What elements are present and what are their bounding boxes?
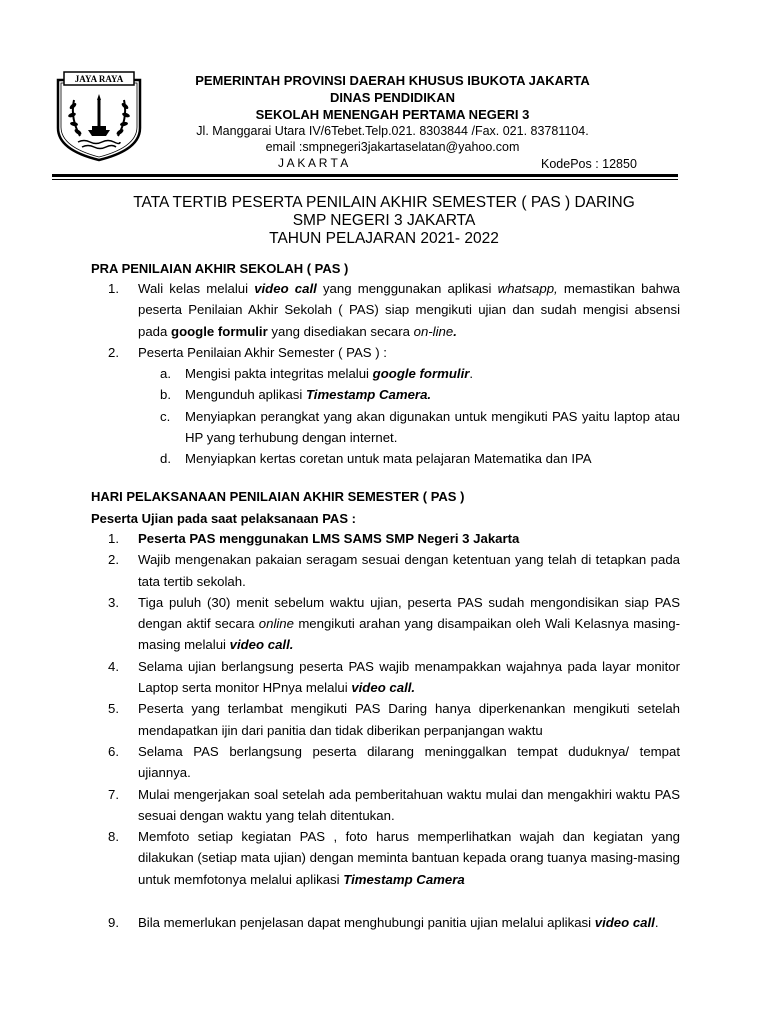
sublist-item: a. Mengisi pakta integritas melalui google formulir. <box>160 366 474 382</box>
letterhead-line3: SEKOLAH MENENGAH PERTAMA NEGERI 3 <box>255 107 530 122</box>
section2-heading: HARI PELAKSANAAN PENILAIAN AKHIR SEMESTER ( PAS ) <box>91 489 465 504</box>
sublist-item: d. Menyiapkan kertas coretan untuk mata pelajaran Matematika dan IPA <box>160 451 592 467</box>
letterhead-email: email :smpnegeri3jakartaselatan@yahoo.com <box>265 140 520 154</box>
list-item: 9. Bila memerlukan penjelasan dapat menghubungi panitia ujian melalui aplikasi video call. <box>108 915 659 931</box>
list-item: 2. Peserta Penilaian Akhir Semester ( PAS ) : a. Mengisi pakta integritas melalui google formulir. b. Mengunduh aplikasi Timestamp Camera. c. Menyiapkan perangkat yang akan digunakan untuk mengikuti PAS yaitu laptop atau HP yang terhubung dengan internet. d. Menyiapkan kertas coretan untuk mata pelajaran Matematika dan IPA <box>108 342 680 470</box>
letterhead-city: J A K A R T A <box>278 156 349 170</box>
list-item: 4. Selama ujian berlangsung peserta PAS wajib menampakkan wajahnya pada layar monitor Laptop serta monitor HPnya melalui video call. <box>108 658 680 696</box>
letterhead-line1: PEMERINTAH PROVINSI DAERAH KHUSUS IBUKOTA JAKARTA <box>195 73 590 88</box>
letterhead-address: Jl. Manggarai Utara IV/6Tebet.Telp.021. 8303844 /Fax. 021. 83781104. <box>196 124 589 138</box>
sublist-item: c. Menyiapkan perangkat yang akan digunakan untuk mengikuti PAS yaitu laptop atau HP yang terhubung dengan internet. <box>160 408 680 446</box>
letterhead-rule <box>52 174 678 177</box>
sublist-item: b. Mengunduh aplikasi Timestamp Camera. <box>160 387 432 403</box>
jaya-raya-logo <box>52 70 146 162</box>
section2-subheading: Peserta Ujian pada saat pelaksanaan PAS : <box>91 511 356 526</box>
list-item: 1. Wali kelas melalui video call yang menggunakan aplikasi whatsapp, memastikan bahwa peserta Penilaian Akhir Sekolah ( PAS) siap mengikuti ujian dan sudah mengisi absensi pada google formulir yang disediakan secara on-line. <box>108 281 680 339</box>
section1-list <box>108 278 680 470</box>
svg-text:JAYA RAYA: JAYA RAYA <box>74 74 124 84</box>
letterhead-line2: DINAS PENDIDIKAN <box>330 90 455 105</box>
section2-list <box>108 528 680 933</box>
list-item: 6. Selama PAS berlangsung peserta dilarang meninggalkan tempat duduknya/ tempat ujiannya. <box>108 743 680 781</box>
list-item: 3. Tiga puluh (30) menit sebelum waktu ujian, peserta PAS sudah mengondisikan siap PAS dengan aktif secara online mengikuti arahan yang disampaikan oleh Wali Kelasnya masing-masing melalui video call. <box>108 594 681 653</box>
list-item: 2. Wajib mengenakan pakaian seragam sesuai dengan ketentuan yang telah di tetapkan pada tata tertib sekolah. <box>108 552 680 589</box>
letterhead-rule-thin <box>52 179 678 180</box>
list-item: 1. Peserta PAS menggunakan LMS SAMS SMP Negeri 3 Jakarta <box>108 531 520 546</box>
section1-heading: PRA PENILAIAN AKHIR SEKOLAH ( PAS ) <box>91 261 349 276</box>
list-item: 8. Memfoto setiap kegiatan PAS , foto harus memperlihatkan wajah dan kegiatan yang dilakukan (setiap mata ujian) dengan meminta bantuan kepada orang tuanya masing-masing untuk memfotonya melalui aplikasi Timestamp Camera <box>108 829 680 887</box>
letterhead-kodepos: KodePos : 12850 <box>541 157 637 171</box>
document-title-line3: TAHUN PELAJARAN 2021- 2022 <box>269 230 499 247</box>
list-item: 7. Mulai mengerjakan soal setelah ada pemberitahuan waktu mulai dan mengakhiri waktu PAS sesuai dengan waktu yang telah ditentukan. <box>108 786 680 823</box>
document-title-line1: TATA TERTIB PESERTA PENILAIN AKHIR SEMESTER ( PAS ) DARING <box>133 194 635 211</box>
list-item: 5. Peserta yang terlambat mengikuti PAS Daring hanya diperkenankan mengikuti setelah mendapatkan ijin dari panitia dan tidak diberikan perpanjangan waktu <box>108 701 680 738</box>
spacer <box>108 890 680 912</box>
sublist <box>138 363 680 469</box>
document-title-line2: SMP NEGERI 3 JAKARTA <box>292 212 476 229</box>
